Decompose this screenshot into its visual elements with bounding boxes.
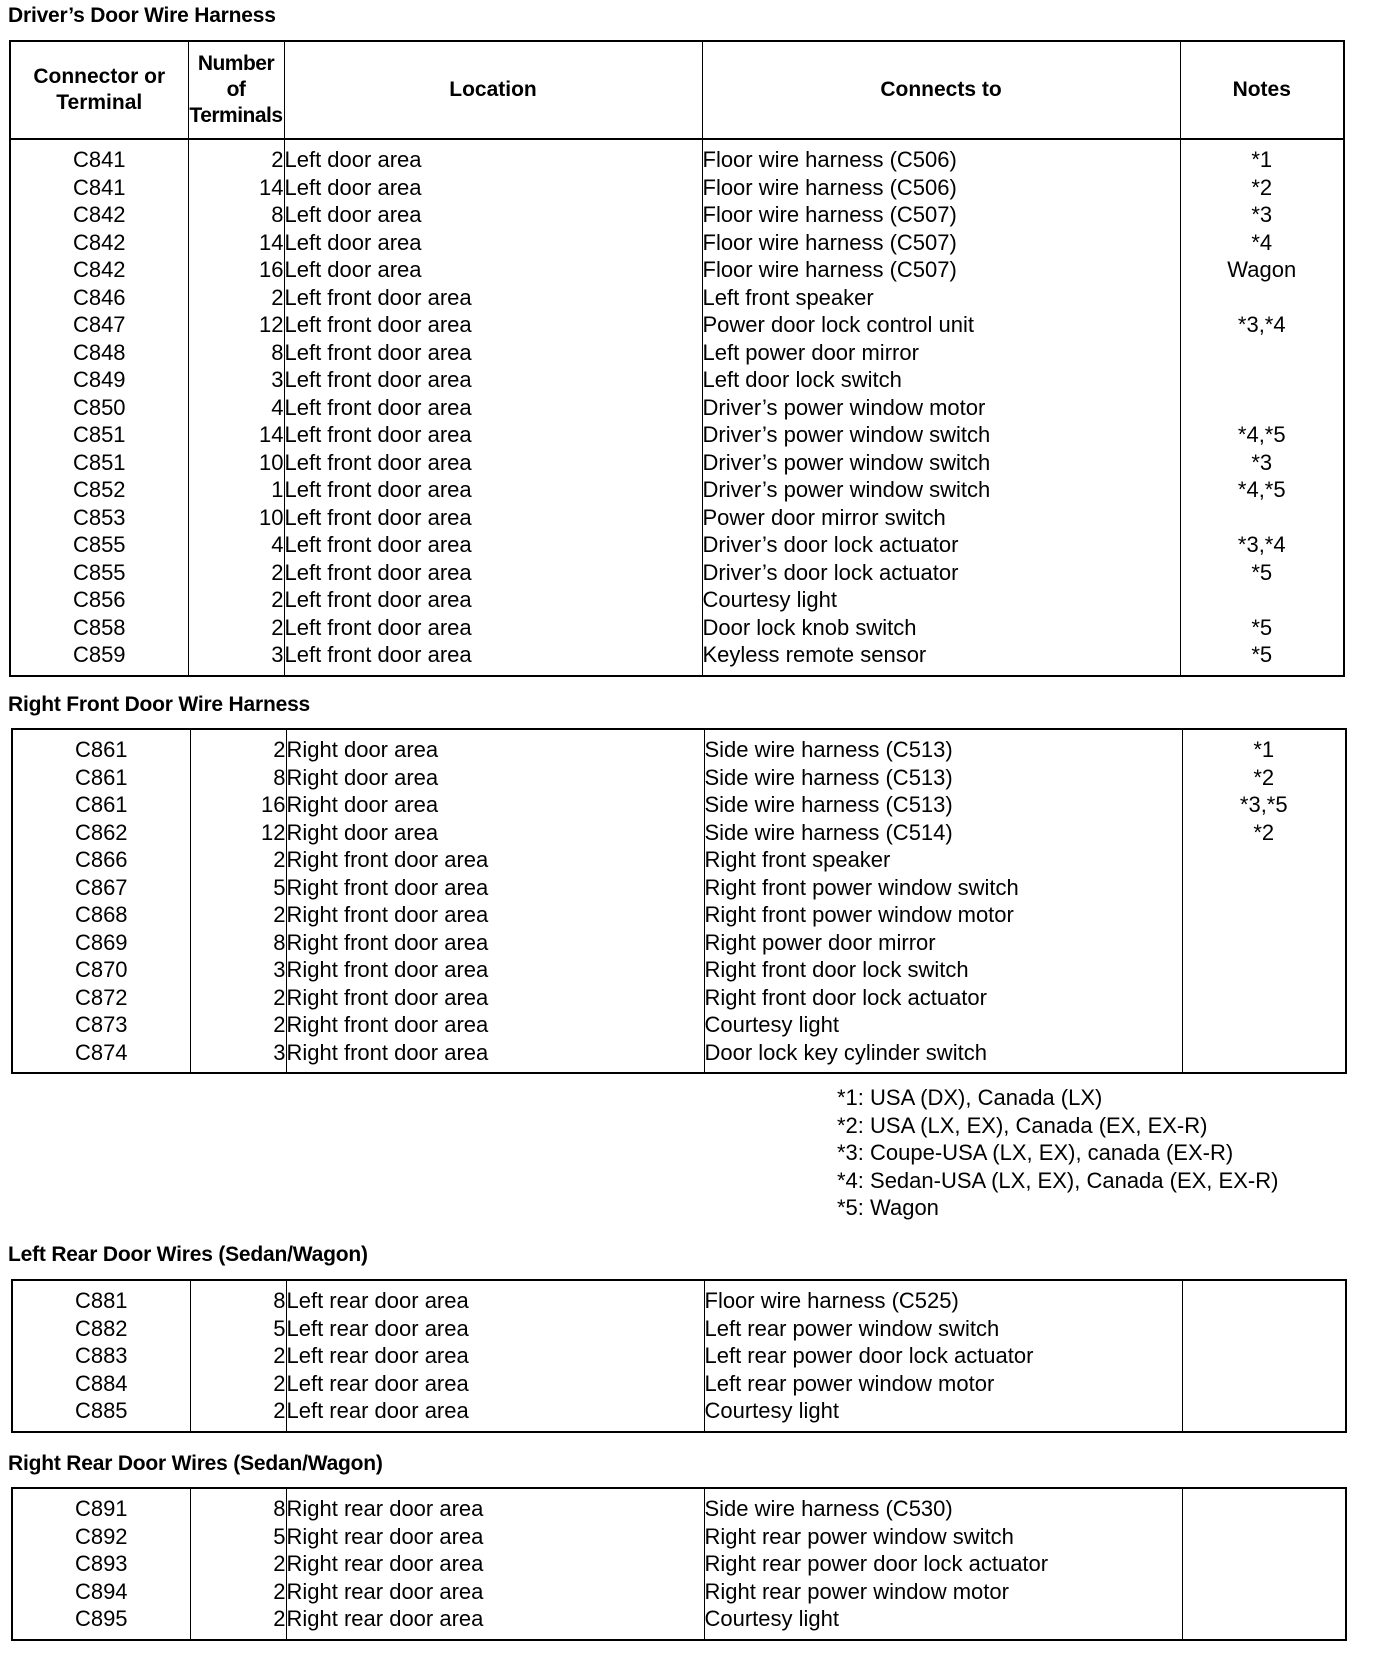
connector-cell: C858 bbox=[10, 614, 188, 642]
connector-cell: C892 bbox=[12, 1523, 190, 1551]
location-cell: Left front door area bbox=[284, 366, 702, 394]
section-title-right-rear-door: Right Rear Door Wires (Sedan/Wagon) bbox=[8, 1452, 383, 1475]
terminal-count-cell: 12 bbox=[188, 311, 284, 339]
notes-cell bbox=[1182, 929, 1346, 957]
notes-cell: *3,*4 bbox=[1180, 531, 1344, 559]
location-cell: Right front door area bbox=[286, 846, 704, 874]
footnote-1: *1: USA (DX), Canada (LX) bbox=[837, 1085, 1103, 1110]
connector-cell: C873 bbox=[12, 1011, 190, 1039]
notes-cell bbox=[1182, 846, 1346, 874]
connects-to-cell: Driver’s power window switch bbox=[702, 449, 1180, 477]
location-cell: Left front door area bbox=[284, 641, 702, 676]
location-cell: Right door area bbox=[286, 791, 704, 819]
location-cell: Left rear door area bbox=[286, 1280, 704, 1315]
connects-to-cell: Right front power window switch bbox=[704, 874, 1182, 902]
footnote-2: *2: USA (LX, EX), Canada (EX, EX-R) bbox=[837, 1112, 1208, 1138]
footnote-legend bbox=[837, 1084, 1278, 1222]
table-row bbox=[12, 846, 1346, 874]
notes-cell: *2 bbox=[1182, 764, 1346, 792]
notes-cell bbox=[1180, 339, 1344, 367]
location-cell: Left front door area bbox=[284, 421, 702, 449]
connects-to-cell: Driver’s power window switch bbox=[702, 421, 1180, 449]
table-row bbox=[10, 139, 1344, 174]
connector-cell: C869 bbox=[12, 929, 190, 957]
connector-cell: C893 bbox=[12, 1550, 190, 1578]
terminal-count-cell: 10 bbox=[188, 504, 284, 532]
connector-cell: C849 bbox=[10, 366, 188, 394]
connector-cell: C855 bbox=[10, 559, 188, 587]
location-cell: Left door area bbox=[284, 139, 702, 174]
connector-cell: C841 bbox=[10, 139, 188, 174]
notes-cell bbox=[1180, 586, 1344, 614]
connects-to-cell: Left door lock switch bbox=[702, 366, 1180, 394]
table-row bbox=[12, 819, 1346, 847]
table-row bbox=[12, 764, 1346, 792]
table-right-rear-door bbox=[11, 1487, 1347, 1641]
connector-cell: C872 bbox=[12, 984, 190, 1012]
location-cell: Right door area bbox=[286, 764, 704, 792]
section-title-drivers-door: Driver’s Door Wire Harness bbox=[8, 4, 276, 27]
table-row bbox=[12, 1342, 1346, 1370]
table-row bbox=[12, 1397, 1346, 1432]
table-row bbox=[10, 339, 1344, 367]
table-row bbox=[10, 394, 1344, 422]
notes-cell bbox=[1182, 1315, 1346, 1343]
notes-cell: *5 bbox=[1180, 641, 1344, 676]
notes-cell: Wagon bbox=[1180, 256, 1344, 284]
location-cell: Left front door area bbox=[284, 394, 702, 422]
table-row bbox=[12, 1578, 1346, 1606]
location-cell: Right door area bbox=[286, 729, 704, 764]
connector-cell: C882 bbox=[12, 1315, 190, 1343]
notes-cell bbox=[1182, 1397, 1346, 1432]
notes-cell bbox=[1180, 284, 1344, 312]
terminal-count-cell: 2 bbox=[188, 586, 284, 614]
table-row bbox=[12, 874, 1346, 902]
connector-cell: C855 bbox=[10, 531, 188, 559]
table-row bbox=[12, 1039, 1346, 1074]
notes-cell: *2 bbox=[1180, 174, 1344, 202]
connects-to-cell: Left power door mirror bbox=[702, 339, 1180, 367]
table-row bbox=[12, 1370, 1346, 1398]
terminal-count-cell: 4 bbox=[188, 531, 284, 559]
terminal-count-cell: 16 bbox=[188, 256, 284, 284]
terminal-count-cell: 1 bbox=[188, 476, 284, 504]
section-title-right-front-door: Right Front Door Wire Harness bbox=[8, 693, 311, 716]
connector-cell: C841 bbox=[10, 174, 188, 202]
notes-cell: *3,*4 bbox=[1180, 311, 1344, 339]
terminal-count-cell: 3 bbox=[190, 1039, 286, 1074]
connects-to-cell: Left front speaker bbox=[702, 284, 1180, 312]
location-cell: Right front door area bbox=[286, 984, 704, 1012]
table-row bbox=[12, 1280, 1346, 1315]
connects-to-cell: Power door mirror switch bbox=[702, 504, 1180, 532]
notes-cell bbox=[1182, 874, 1346, 902]
terminal-count-cell: 8 bbox=[190, 1488, 286, 1523]
connects-to-cell: Side wire harness (C513) bbox=[704, 729, 1182, 764]
connects-to-cell: Right rear power window switch bbox=[704, 1523, 1182, 1551]
connects-to-cell: Left rear power window motor bbox=[704, 1370, 1182, 1398]
connects-to-cell: Side wire harness (C514) bbox=[704, 819, 1182, 847]
terminal-count-cell: 2 bbox=[190, 1342, 286, 1370]
connector-cell: C894 bbox=[12, 1578, 190, 1606]
connector-cell: C848 bbox=[10, 339, 188, 367]
notes-cell: *3,*5 bbox=[1182, 791, 1346, 819]
connector-cell: C883 bbox=[12, 1342, 190, 1370]
connects-to-cell: Right front power window motor bbox=[704, 901, 1182, 929]
connects-to-cell: Driver’s door lock actuator bbox=[702, 531, 1180, 559]
table-row bbox=[12, 984, 1346, 1012]
connects-to-cell: Side wire harness (C530) bbox=[704, 1488, 1182, 1523]
table-row bbox=[10, 641, 1344, 676]
location-cell: Right rear door area bbox=[286, 1550, 704, 1578]
connector-cell: C861 bbox=[12, 791, 190, 819]
terminal-count-cell: 2 bbox=[190, 729, 286, 764]
connector-cell: C891 bbox=[12, 1488, 190, 1523]
location-cell: Right front door area bbox=[286, 874, 704, 902]
footnote-4: *4: Sedan-USA (LX, EX), Canada (EX, EX-R) bbox=[837, 1167, 1279, 1193]
connects-to-cell: Keyless remote sensor bbox=[702, 641, 1180, 676]
connects-to-cell: Courtesy light bbox=[704, 1011, 1182, 1039]
terminal-count-cell: 8 bbox=[190, 764, 286, 792]
location-cell: Left front door area bbox=[284, 531, 702, 559]
connects-to-cell: Door lock knob switch bbox=[702, 614, 1180, 642]
notes-cell bbox=[1182, 1523, 1346, 1551]
location-cell: Left rear door area bbox=[286, 1397, 704, 1432]
location-cell: Left front door area bbox=[284, 504, 702, 532]
connects-to-cell: Driver’s power window motor bbox=[702, 394, 1180, 422]
table-row bbox=[10, 449, 1344, 477]
terminal-count-cell: 2 bbox=[190, 1550, 286, 1578]
location-cell: Left door area bbox=[284, 256, 702, 284]
location-cell: Left front door area bbox=[284, 614, 702, 642]
location-cell: Right front door area bbox=[286, 1039, 704, 1074]
location-cell: Left front door area bbox=[284, 339, 702, 367]
table-row bbox=[10, 421, 1344, 449]
location-cell: Left door area bbox=[284, 201, 702, 229]
notes-cell bbox=[1180, 394, 1344, 422]
notes-cell: *1 bbox=[1180, 139, 1344, 174]
location-cell: Left front door area bbox=[284, 449, 702, 477]
connector-cell: C853 bbox=[10, 504, 188, 532]
connects-to-cell: Driver’s door lock actuator bbox=[702, 559, 1180, 587]
location-cell: Left door area bbox=[284, 174, 702, 202]
location-cell: Left rear door area bbox=[286, 1342, 704, 1370]
terminal-count-cell: 2 bbox=[190, 1578, 286, 1606]
table-row bbox=[12, 929, 1346, 957]
table-row bbox=[10, 586, 1344, 614]
notes-cell bbox=[1182, 901, 1346, 929]
table-row bbox=[12, 1550, 1346, 1578]
location-cell: Left front door area bbox=[284, 586, 702, 614]
connector-cell: C859 bbox=[10, 641, 188, 676]
connector-cell: C861 bbox=[12, 764, 190, 792]
connector-cell: C852 bbox=[10, 476, 188, 504]
location-cell: Right door area bbox=[286, 819, 704, 847]
notes-cell bbox=[1182, 956, 1346, 984]
location-cell: Right front door area bbox=[286, 901, 704, 929]
location-cell: Left front door area bbox=[284, 284, 702, 312]
connector-cell: C885 bbox=[12, 1397, 190, 1432]
connects-to-cell: Side wire harness (C513) bbox=[704, 791, 1182, 819]
connector-cell: C842 bbox=[10, 229, 188, 257]
notes-cell bbox=[1182, 1605, 1346, 1640]
location-cell: Right rear door area bbox=[286, 1578, 704, 1606]
table-row bbox=[10, 174, 1344, 202]
header-location: Location bbox=[284, 41, 702, 139]
table-row bbox=[12, 1011, 1346, 1039]
notes-cell: *5 bbox=[1180, 614, 1344, 642]
location-cell: Left front door area bbox=[284, 559, 702, 587]
table-row bbox=[10, 256, 1344, 284]
location-cell: Right front door area bbox=[286, 956, 704, 984]
terminal-count-cell: 5 bbox=[190, 874, 286, 902]
connector-cell: C884 bbox=[12, 1370, 190, 1398]
connector-cell: C868 bbox=[12, 901, 190, 929]
notes-cell bbox=[1182, 1011, 1346, 1039]
connector-cell: C861 bbox=[12, 729, 190, 764]
notes-cell bbox=[1182, 1370, 1346, 1398]
location-cell: Left rear door area bbox=[286, 1370, 704, 1398]
table-row bbox=[12, 901, 1346, 929]
terminal-count-cell: 12 bbox=[190, 819, 286, 847]
connects-to-cell: Right power door mirror bbox=[704, 929, 1182, 957]
notes-cell: *1 bbox=[1182, 729, 1346, 764]
connector-cell: C862 bbox=[12, 819, 190, 847]
connects-to-cell: Right front door lock switch bbox=[704, 956, 1182, 984]
notes-cell: *3 bbox=[1180, 449, 1344, 477]
terminal-count-cell: 8 bbox=[188, 201, 284, 229]
connects-to-cell: Floor wire harness (C507) bbox=[702, 229, 1180, 257]
connects-to-cell: Right rear power window motor bbox=[704, 1578, 1182, 1606]
table-row bbox=[10, 201, 1344, 229]
footnote-5: *5: Wagon bbox=[837, 1195, 939, 1220]
location-cell: Left rear door area bbox=[286, 1315, 704, 1343]
terminal-count-cell: 8 bbox=[190, 1280, 286, 1315]
terminal-count-cell: 5 bbox=[190, 1523, 286, 1551]
notes-cell bbox=[1182, 1488, 1346, 1523]
terminal-count-cell: 2 bbox=[190, 901, 286, 929]
header-connects-to: Connects to bbox=[702, 41, 1180, 139]
terminal-count-cell: 16 bbox=[190, 791, 286, 819]
connects-to-cell: Right front speaker bbox=[704, 846, 1182, 874]
table-row bbox=[12, 1523, 1346, 1551]
connector-cell: C851 bbox=[10, 449, 188, 477]
connector-cell: C870 bbox=[12, 956, 190, 984]
connector-cell: C867 bbox=[12, 874, 190, 902]
table-row bbox=[10, 531, 1344, 559]
connects-to-cell: Right front door lock actuator bbox=[704, 984, 1182, 1012]
terminal-count-cell: 14 bbox=[188, 421, 284, 449]
section-title-left-rear-door: Left Rear Door Wires (Sedan/Wagon) bbox=[8, 1243, 368, 1266]
terminal-count-cell: 2 bbox=[190, 846, 286, 874]
location-cell: Right rear door area bbox=[286, 1523, 704, 1551]
notes-cell: *4 bbox=[1180, 229, 1344, 257]
terminal-count-cell: 2 bbox=[190, 1605, 286, 1640]
terminal-count-cell: 2 bbox=[190, 1397, 286, 1432]
terminal-count-cell: 3 bbox=[190, 956, 286, 984]
terminal-count-cell: 8 bbox=[190, 929, 286, 957]
connects-to-cell: Courtesy light bbox=[702, 586, 1180, 614]
notes-cell bbox=[1180, 366, 1344, 394]
location-cell: Left front door area bbox=[284, 476, 702, 504]
location-cell: Right rear door area bbox=[286, 1605, 704, 1640]
terminal-count-cell: 14 bbox=[188, 174, 284, 202]
notes-cell bbox=[1180, 504, 1344, 532]
terminal-count-cell: 14 bbox=[188, 229, 284, 257]
notes-cell: *5 bbox=[1180, 559, 1344, 587]
table-row bbox=[10, 504, 1344, 532]
connects-to-cell: Courtesy light bbox=[704, 1605, 1182, 1640]
header-number-of-terminals: Number of Terminals bbox=[188, 41, 284, 139]
connects-to-cell: Right rear power door lock actuator bbox=[704, 1550, 1182, 1578]
connector-cell: C850 bbox=[10, 394, 188, 422]
notes-cell: *3 bbox=[1180, 201, 1344, 229]
terminal-count-cell: 8 bbox=[188, 339, 284, 367]
terminal-count-cell: 4 bbox=[188, 394, 284, 422]
footnote-3: *3: Coupe-USA (LX, EX), canada (EX-R) bbox=[837, 1140, 1234, 1165]
connects-to-cell: Side wire harness (C513) bbox=[704, 764, 1182, 792]
location-cell: Right front door area bbox=[286, 1011, 704, 1039]
connector-cell: C881 bbox=[12, 1280, 190, 1315]
terminal-count-cell: 3 bbox=[188, 641, 284, 676]
terminal-count-cell: 3 bbox=[188, 366, 284, 394]
connects-to-cell: Floor wire harness (C506) bbox=[702, 174, 1180, 202]
connector-cell: C856 bbox=[10, 586, 188, 614]
connector-cell: C851 bbox=[10, 421, 188, 449]
table-row bbox=[12, 1605, 1346, 1640]
terminal-count-cell: 2 bbox=[188, 284, 284, 312]
location-cell: Left door area bbox=[284, 229, 702, 257]
notes-cell bbox=[1182, 1342, 1346, 1370]
table-row bbox=[10, 476, 1344, 504]
table-right-front-door bbox=[11, 728, 1347, 1074]
connects-to-cell: Driver’s power window switch bbox=[702, 476, 1180, 504]
table-left-rear-door bbox=[11, 1279, 1347, 1433]
table-row bbox=[12, 791, 1346, 819]
terminal-count-cell: 10 bbox=[188, 449, 284, 477]
terminal-count-cell: 2 bbox=[190, 1370, 286, 1398]
connector-cell: C842 bbox=[10, 256, 188, 284]
location-cell: Left front door area bbox=[284, 311, 702, 339]
terminal-count-cell: 2 bbox=[188, 559, 284, 587]
notes-cell: *4,*5 bbox=[1180, 476, 1344, 504]
notes-cell: *2 bbox=[1182, 819, 1346, 847]
connects-to-cell: Left rear power door lock actuator bbox=[704, 1342, 1182, 1370]
notes-cell bbox=[1182, 1578, 1346, 1606]
notes-cell: *4,*5 bbox=[1180, 421, 1344, 449]
connector-cell: C874 bbox=[12, 1039, 190, 1074]
table-row bbox=[12, 1488, 1346, 1523]
table-drivers-door bbox=[9, 40, 1345, 677]
connects-to-cell: Floor wire harness (C507) bbox=[702, 256, 1180, 284]
table-row bbox=[10, 311, 1344, 339]
table-row bbox=[10, 229, 1344, 257]
table-row bbox=[12, 1315, 1346, 1343]
connects-to-cell: Courtesy light bbox=[704, 1397, 1182, 1432]
connects-to-cell: Power door lock control unit bbox=[702, 311, 1180, 339]
table-row bbox=[12, 956, 1346, 984]
connects-to-cell: Floor wire harness (C506) bbox=[702, 139, 1180, 174]
connects-to-cell: Door lock key cylinder switch bbox=[704, 1039, 1182, 1074]
connector-cell: C842 bbox=[10, 201, 188, 229]
table-row bbox=[10, 284, 1344, 312]
header-notes: Notes bbox=[1180, 41, 1344, 139]
terminal-count-cell: 2 bbox=[190, 984, 286, 1012]
header-connector: Connector or Terminal bbox=[10, 41, 188, 139]
location-cell: Right rear door area bbox=[286, 1488, 704, 1523]
location-cell: Right front door area bbox=[286, 929, 704, 957]
connector-cell: C895 bbox=[12, 1605, 190, 1640]
connector-cell: C866 bbox=[12, 846, 190, 874]
notes-cell bbox=[1182, 1280, 1346, 1315]
table-row bbox=[10, 614, 1344, 642]
table-row bbox=[10, 366, 1344, 394]
notes-cell bbox=[1182, 1550, 1346, 1578]
connects-to-cell: Floor wire harness (C525) bbox=[704, 1280, 1182, 1315]
terminal-count-cell: 2 bbox=[190, 1011, 286, 1039]
notes-cell bbox=[1182, 984, 1346, 1012]
table-row bbox=[10, 559, 1344, 587]
connects-to-cell: Left rear power window switch bbox=[704, 1315, 1182, 1343]
notes-cell bbox=[1182, 1039, 1346, 1074]
connector-cell: C846 bbox=[10, 284, 188, 312]
terminal-count-cell: 2 bbox=[188, 139, 284, 174]
terminal-count-cell: 2 bbox=[188, 614, 284, 642]
terminal-count-cell: 5 bbox=[190, 1315, 286, 1343]
table-row bbox=[12, 729, 1346, 764]
connects-to-cell: Floor wire harness (C507) bbox=[702, 201, 1180, 229]
connector-cell: C847 bbox=[10, 311, 188, 339]
